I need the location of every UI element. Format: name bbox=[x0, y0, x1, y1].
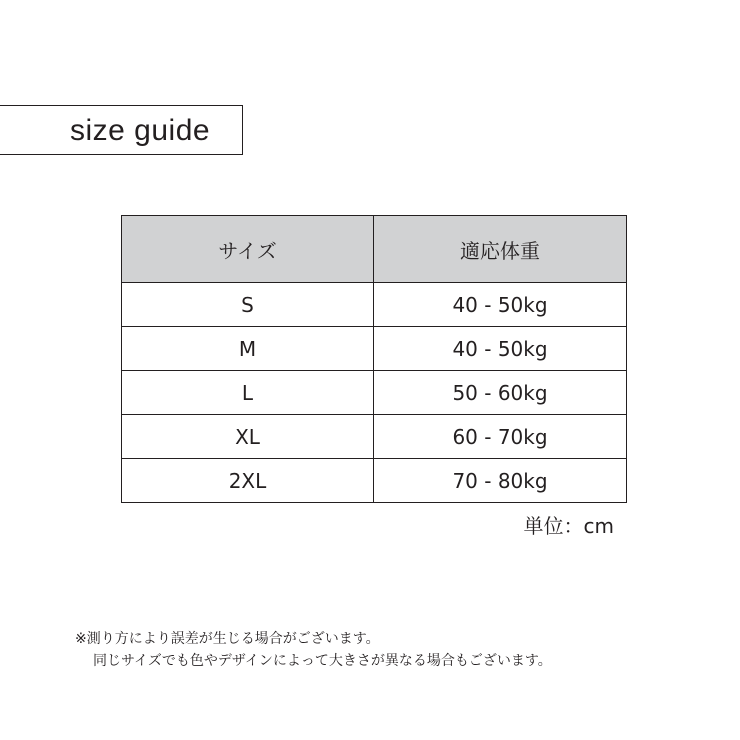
weight-cell: 40 - 50kg bbox=[374, 283, 627, 327]
table-row bbox=[122, 459, 627, 503]
unit-note: 単位：cm bbox=[523, 514, 614, 538]
weight-cell: 60 - 70kg bbox=[374, 415, 627, 459]
footnote-line: 同じサイズでも色やデザインによって大きさが異なる場合もございます。 bbox=[93, 653, 552, 669]
header-weight: 適応体重 bbox=[374, 216, 627, 283]
page-title: size guide bbox=[70, 114, 211, 147]
header-size: サイズ bbox=[122, 216, 374, 283]
size-table bbox=[121, 215, 627, 503]
table-row bbox=[122, 283, 627, 327]
table-row bbox=[122, 415, 627, 459]
weight-cell: 40 - 50kg bbox=[374, 327, 627, 371]
footnote-line: ※測り方により誤差が生じる場合がございます。 bbox=[75, 631, 380, 647]
footnote bbox=[75, 628, 552, 672]
size-cell: L bbox=[122, 371, 374, 415]
size-cell: XL bbox=[122, 415, 374, 459]
size-cell: M bbox=[122, 327, 374, 371]
table-header-row bbox=[122, 216, 627, 283]
table-row bbox=[122, 371, 627, 415]
weight-cell: 50 - 60kg bbox=[374, 371, 627, 415]
size-cell: S bbox=[122, 283, 374, 327]
table-row bbox=[122, 327, 627, 371]
title-box bbox=[0, 105, 243, 155]
weight-cell: 70 - 80kg bbox=[374, 459, 627, 503]
size-cell: 2XL bbox=[122, 459, 374, 503]
